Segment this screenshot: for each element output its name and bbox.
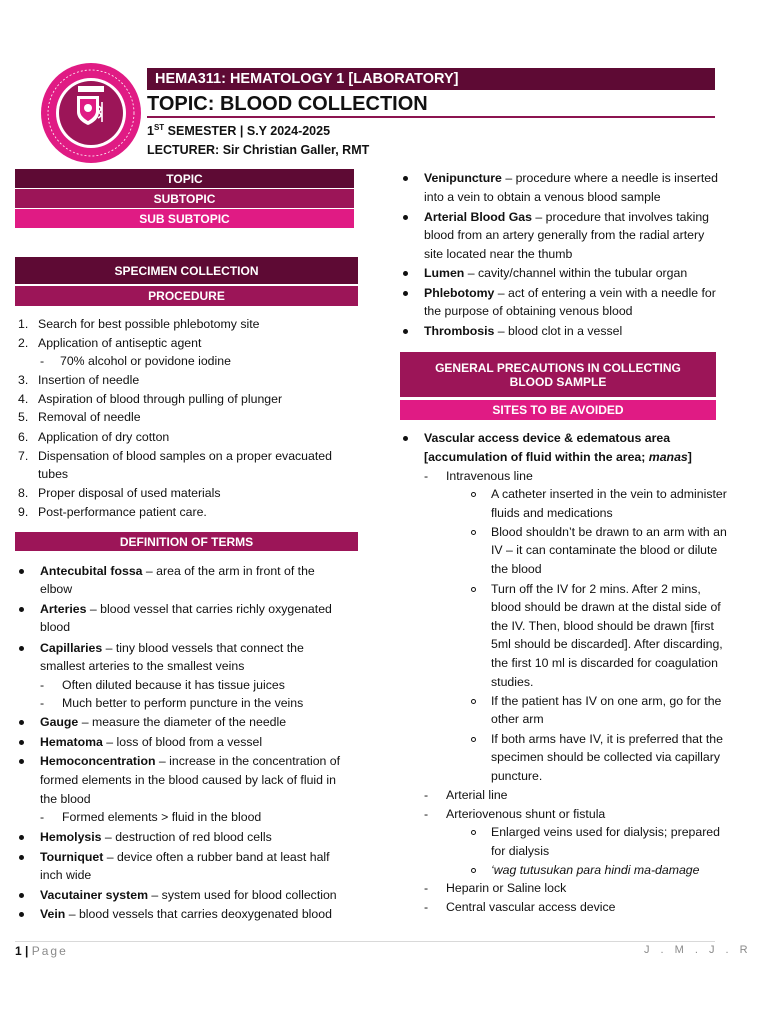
list-item: 8. Proper disposal of used materials [18, 486, 221, 500]
term-vacutainer-system: Vacutainer system – system used for blood collection [40, 888, 337, 902]
section-general-precautions: GENERAL PRECAUTIONS IN COLLECTING BLOOD SAMPLE [400, 352, 716, 397]
bullet-icon [19, 646, 24, 651]
iv-note: A catheter inserted in the vein to administer [491, 487, 727, 501]
bullet-icon [403, 291, 408, 296]
list-item: 6. Application of dry cotton [18, 430, 170, 444]
legend-subtopic: SUBTOPIC [15, 189, 354, 208]
list-item: 4. Aspiration of blood through pulling of plunger [18, 392, 283, 406]
circle-bullet-icon [471, 492, 476, 497]
iv-note: IV – it can contaminate the blood or dilute [491, 543, 718, 557]
circle-bullet-icon [471, 587, 476, 592]
section-sites-to-be-avoided: SITES TO BE AVOIDED [400, 400, 716, 420]
section-specimen-collection: SPECIMEN COLLECTION [15, 257, 358, 284]
title-rule [147, 116, 715, 118]
vascular-access-heading: Vascular access device & edematous area [424, 431, 671, 445]
circle-bullet-icon [471, 868, 476, 873]
av-note: ‘wag tutusukan para hindi ma-damage [491, 863, 700, 877]
term-phlebotomy: Phlebotomy – act of entering a vein with a needle for [424, 286, 716, 300]
list-item: 7. Dispensation of blood samples on a proper evacuated [18, 449, 332, 463]
circle-bullet-icon [471, 530, 476, 535]
iv-note: other arm [491, 712, 544, 726]
term-capillaries: Capillaries – tiny blood vessels that connect the [40, 641, 304, 655]
term-vein: Vein – blood vessels that carries deoxygenated blood [40, 907, 332, 921]
term-antecubital-fossa: Antecubital fossa – area of the arm in front of the [40, 564, 315, 578]
bullet-icon [19, 720, 24, 725]
term-thrombosis: Thrombosis – blood clot in a vessel [424, 324, 623, 338]
term-hematoma: Hematoma – loss of blood from a vessel [40, 735, 263, 749]
term-continuation: elbow [40, 582, 73, 596]
lecturer-line: LECTURER: Sir Christian Galler, RMT [147, 143, 370, 157]
term-hemoconcentration: Hemoconcentration – increase in the concentration of [40, 754, 341, 768]
list-item: - 70% alcohol or povidone iodine [40, 354, 231, 368]
list-item: 1. Search for best possible phlebotomy site [18, 317, 260, 331]
iv-note: the IV. Then, blood should be drawn [first [491, 619, 714, 633]
term-gauge: Gauge – measure the diameter of the needle [40, 715, 287, 729]
term-continuation: blood [40, 620, 71, 634]
semester-line: 1ST SEMESTER | S.Y 2024-2025 [147, 123, 331, 139]
list-item: 3. Insertion of needle [18, 373, 140, 387]
sub-note: - Often diluted because it has tissue juices [40, 678, 285, 692]
term-arterial-blood-gas: Arterial Blood Gas – procedure that involves taking [424, 210, 710, 224]
iv-note: studies. [491, 675, 534, 689]
footer-initials: J . M . J . R [644, 944, 752, 956]
sub-item-heparin-lock: - Heparin or Saline lock [424, 881, 567, 895]
term-lumen: Lumen – cavity/channel within the tubular organ [424, 266, 688, 280]
iv-note: blood should be drawn at the distal side of [491, 600, 721, 614]
iv-note: Blood shouldn’t be drawn to an arm with an [491, 525, 727, 539]
bullet-icon [19, 893, 24, 898]
list-item: 5. Removal of needle [18, 410, 141, 424]
bullet-icon [19, 569, 24, 574]
sub-item-arterial-line: - Arterial line [424, 788, 508, 802]
bullet-icon [19, 855, 24, 860]
iv-note: If the patient has IV on one arm, go for the [491, 694, 722, 708]
term-continuation: site located near the thumb [424, 247, 573, 261]
legend-topic: TOPIC [15, 169, 354, 188]
iv-note: the blood [491, 562, 542, 576]
bullet-icon [19, 912, 24, 917]
sub-note: - Much better to perform puncture in the veins [40, 696, 304, 710]
university-logo [40, 62, 142, 164]
legend-subsubtopic: SUB SUBTOPIC [15, 209, 354, 228]
bullet-icon [403, 436, 408, 441]
bullet-icon [403, 329, 408, 334]
course-title-bar: HEMA311: HEMATOLOGY 1 [LABORATORY] [147, 68, 715, 90]
list-item: 2. Application of antiseptic agent [18, 336, 202, 350]
circle-bullet-icon [471, 830, 476, 835]
term-continuation: into a vein to obtain a venous blood sample [424, 190, 661, 204]
topic-title: TOPIC: BLOOD COLLECTION [147, 93, 428, 115]
list-item: 9. Post-performance patient care. [18, 505, 207, 519]
iv-note: fluids and medications [491, 506, 613, 520]
footer-rule [15, 941, 715, 942]
term-tourniquet: Tourniquet – device often a rubber band at least half [40, 850, 330, 864]
term-continuation: the purpose of obtaining venous blood [424, 304, 633, 318]
iv-note: puncture. [491, 769, 543, 783]
list-item: tubes [38, 467, 69, 481]
iv-note: Turn off the IV for 2 mins. After 2 mins, [491, 582, 701, 596]
section-procedure: PROCEDURE [15, 286, 358, 306]
section-definition-of-terms: DEFINITION OF TERMS [15, 532, 358, 551]
bullet-icon [403, 215, 408, 220]
term-continuation: inch wide [40, 868, 92, 882]
circle-bullet-icon [471, 699, 476, 704]
bullet-icon [19, 835, 24, 840]
term-continuation: the blood [40, 792, 91, 806]
circle-bullet-icon [471, 737, 476, 742]
iv-note: specimen should be collected via capillary [491, 750, 720, 764]
iv-note: 5ml should be discarded]. After discarding, [491, 637, 723, 651]
page-number: 1 | Page [15, 944, 68, 958]
bullet-icon [403, 271, 408, 276]
vascular-access-note: [accumulation of fluid within the area; manas] [424, 450, 692, 464]
av-note: Enlarged veins used for dialysis; prepared [491, 825, 720, 839]
bullet-icon [19, 607, 24, 612]
term-continuation: blood from an artery generally from the radial artery [424, 228, 705, 242]
sub-item-intravenous-line: - Intravenous line [424, 469, 533, 483]
bullet-icon [19, 759, 24, 764]
iv-note: the first 10 ml is discarded for coagulation [491, 656, 718, 670]
term-hemolysis: Hemolysis – destruction of red blood cells [40, 830, 272, 844]
term-venipuncture: Venipuncture – procedure where a needle is inserted [424, 171, 718, 185]
bullet-icon [19, 740, 24, 745]
sub-item-av-shunt: - Arteriovenous shunt or fistula [424, 807, 606, 821]
term-continuation: formed elements in the blood caused by lack of fluid in [40, 773, 336, 787]
av-note: for dialysis [491, 844, 550, 858]
sub-item-central-vad: - Central vascular access device [424, 900, 616, 914]
sub-note: - Formed elements > fluid in the blood [40, 810, 262, 824]
bullet-icon [403, 176, 408, 181]
term-arteries: Arteries – blood vessel that carries richly oxygenated [40, 602, 332, 616]
iv-note: If both arms have IV, it is preferred that the [491, 732, 723, 746]
term-continuation: smallest arteries to the smallest veins [40, 659, 245, 673]
